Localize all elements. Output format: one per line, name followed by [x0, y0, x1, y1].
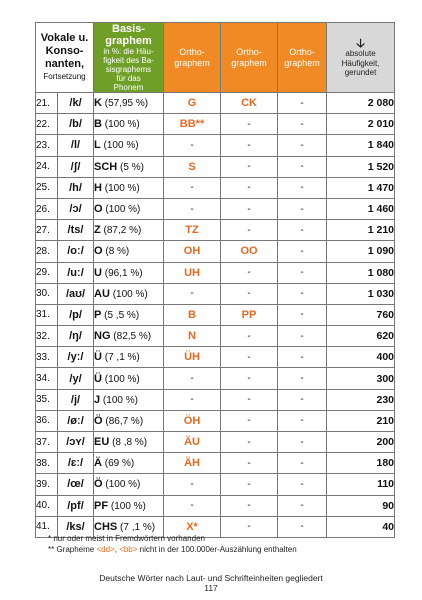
- grapheme-letters: Ö: [94, 478, 103, 491]
- orthographem-1: -: [164, 177, 221, 198]
- footer-book-title: Deutsche Wörter nach Laut- und Schrifteinheiten gegliedert: [99, 573, 323, 583]
- absolute-frequency: 200: [327, 432, 395, 453]
- orthographem-3: -: [278, 220, 327, 241]
- orthographem-2: -: [221, 474, 278, 495]
- table-row: [36, 453, 395, 474]
- absolute-frequency: 180: [327, 453, 395, 474]
- grapheme-percent: (5 %): [120, 161, 144, 173]
- absolute-frequency: 300: [327, 368, 395, 389]
- grapheme-percent: (7 ,1 %): [104, 352, 140, 364]
- table-row: [36, 495, 395, 516]
- grapheme-letters: Z: [94, 224, 101, 237]
- basis-grapheme: [94, 114, 164, 135]
- table-row: [36, 304, 395, 325]
- table-header-row: [36, 23, 395, 93]
- footnote-graphemes: ** Grapheme <dd>, <bb> nicht in der 100.000er-Auszählung enthalten: [48, 545, 297, 554]
- orthographem-3: -: [278, 389, 327, 410]
- grapheme-percent: (5 ,5 %): [104, 309, 140, 321]
- orthographem-2: -: [221, 177, 278, 198]
- orthographem-3: -: [278, 156, 327, 177]
- grapheme-percent: (69 %): [104, 458, 135, 470]
- phoneme-grapheme-table: [35, 22, 395, 538]
- row-number: 38.: [36, 453, 58, 474]
- basis-grapheme: [94, 135, 164, 156]
- orthographem-1: -: [164, 283, 221, 304]
- grapheme-letters: CHS: [94, 520, 118, 533]
- orthographem-1: ÖH: [164, 410, 221, 431]
- orthographem-3: -: [278, 304, 327, 325]
- absolute-frequency: 1 460: [327, 198, 395, 219]
- orthographem-1: -: [164, 135, 221, 156]
- absolute-frequency: 110: [327, 474, 395, 495]
- orthographem-3: -: [278, 432, 327, 453]
- absolute-frequency: 760: [327, 304, 395, 325]
- grapheme-percent: (96,1 %): [104, 267, 143, 279]
- table-row: [36, 368, 395, 389]
- orthographem-2: OO: [221, 241, 278, 262]
- orthographem-3: -: [278, 93, 327, 114]
- grapheme-letters: U: [94, 266, 102, 279]
- grapheme-percent: (82,5 %): [113, 331, 152, 343]
- row-number: 34.: [36, 368, 58, 389]
- absolute-frequency: 400: [327, 347, 395, 368]
- basis-grapheme: [94, 93, 164, 114]
- table-row: [36, 135, 395, 156]
- table-row: [36, 241, 395, 262]
- orthographem-3: -: [278, 326, 327, 347]
- basis-grapheme: [94, 453, 164, 474]
- phoneme: /ɔ/: [58, 198, 94, 219]
- grapheme-letters: Ü: [94, 372, 102, 385]
- grapheme-letters: Ö: [94, 414, 103, 427]
- orthographem-2: -: [221, 453, 278, 474]
- basis-grapheme: [94, 368, 164, 389]
- orthographem-1: ÄU: [164, 432, 221, 453]
- phoneme: /l/: [58, 135, 94, 156]
- absolute-frequency: 620: [327, 326, 395, 347]
- absolute-frequency: 230: [327, 389, 395, 410]
- absolute-frequency: 1 470: [327, 177, 395, 198]
- grapheme-letters: J: [94, 393, 101, 406]
- grapheme-letters: K: [94, 97, 102, 110]
- table-row: [36, 114, 395, 135]
- grapheme-percent: (100 %): [112, 288, 148, 300]
- grapheme-letters: SCH: [94, 160, 118, 173]
- orthographem-3: -: [278, 262, 327, 283]
- table-row: [36, 262, 395, 283]
- page-number: 117: [204, 583, 218, 593]
- grapheme-percent: (57,95 %): [104, 98, 149, 110]
- orthographem-3: -: [278, 135, 327, 156]
- table-row: [36, 177, 395, 198]
- basis-grapheme: [94, 304, 164, 325]
- row-number: 35.: [36, 389, 58, 410]
- grapheme-percent: (8 ,8 %): [112, 437, 148, 449]
- orthographem-2: -: [221, 347, 278, 368]
- row-number: 33.: [36, 347, 58, 368]
- basis-grapheme: [94, 347, 164, 368]
- phoneme: /ts/: [58, 220, 94, 241]
- grapheme-percent: (100 %): [110, 500, 146, 512]
- orthographem-3: -: [278, 177, 327, 198]
- basis-grapheme: [94, 495, 164, 516]
- basis-grapheme: [94, 156, 164, 177]
- phoneme: /aʊ/: [58, 283, 94, 304]
- table-row: [36, 432, 395, 453]
- orthographem-3: -: [278, 495, 327, 516]
- absolute-frequency: 2 010: [327, 114, 395, 135]
- grapheme-letters: L: [94, 139, 101, 152]
- phoneme: /øː/: [58, 410, 94, 431]
- basis-grapheme: [94, 198, 164, 219]
- table-body: [36, 93, 395, 538]
- absolute-frequency: 1 840: [327, 135, 395, 156]
- basis-grapheme: [94, 220, 164, 241]
- row-number: 26.: [36, 198, 58, 219]
- absolute-frequency: 1 090: [327, 241, 395, 262]
- phoneme: /pf/: [58, 495, 94, 516]
- grapheme-percent: (7 ,1 %): [120, 521, 156, 533]
- absolute-frequency: 1 210: [327, 220, 395, 241]
- table-row: [36, 283, 395, 304]
- table-row: [36, 389, 395, 410]
- header-vowels-consonants: Vokale u. Konso- nanten, Fortsetzung: [36, 23, 94, 93]
- grapheme-percent: (100 %): [103, 140, 139, 152]
- orthographem-2: -: [221, 220, 278, 241]
- grapheme-letters: O: [94, 245, 103, 258]
- orthographem-2: -: [221, 516, 278, 537]
- row-number: 22.: [36, 114, 58, 135]
- orthographem-3: -: [278, 410, 327, 431]
- header-orthographem-2: Ortho- graphem: [221, 23, 278, 93]
- orthographem-2: -: [221, 368, 278, 389]
- absolute-frequency: 40: [327, 516, 395, 537]
- grapheme-percent: (100 %): [105, 204, 141, 216]
- orthographem-1: B: [164, 304, 221, 325]
- grapheme-percent: (86,7 %): [105, 415, 144, 427]
- orthographem-1: X*: [164, 516, 221, 537]
- table-row: [36, 93, 395, 114]
- phoneme: /k/: [58, 93, 94, 114]
- orthographem-2: -: [221, 283, 278, 304]
- grapheme-letters: NG: [94, 330, 111, 343]
- orthographem-2: -: [221, 198, 278, 219]
- row-number: 40.: [36, 495, 58, 516]
- basis-grapheme: [94, 241, 164, 262]
- table-row: [36, 347, 395, 368]
- orthographem-1: ÜH: [164, 347, 221, 368]
- basis-grapheme: [94, 474, 164, 495]
- orthographem-3: -: [278, 114, 327, 135]
- grapheme-letters: AU: [94, 287, 110, 300]
- grapheme-percent: (100 %): [104, 373, 140, 385]
- row-number: 27.: [36, 220, 58, 241]
- phoneme: /ŋ/: [58, 326, 94, 347]
- header-basis-graphem: Basis- graphem in %: die Häu- figkeit des Ba- sisgraphems für das Phonem: [94, 23, 164, 93]
- basis-grapheme: [94, 389, 164, 410]
- table-row: [36, 156, 395, 177]
- grapheme-letters: PF: [94, 499, 109, 512]
- basis-grapheme: [94, 262, 164, 283]
- grapheme-letters: H: [94, 181, 102, 194]
- orthographem-1: TZ: [164, 220, 221, 241]
- phoneme: /oː/: [58, 241, 94, 262]
- orthographem-1: -: [164, 474, 221, 495]
- absolute-frequency: 90: [327, 495, 395, 516]
- orthographem-3: -: [278, 241, 327, 262]
- orthographem-3: -: [278, 347, 327, 368]
- row-number: 37.: [36, 432, 58, 453]
- header-absolute-frequency: 🡣 absolute Häufigkeit, gerundet: [327, 23, 395, 93]
- orthographem-2: -: [221, 389, 278, 410]
- orthographem-2: -: [221, 432, 278, 453]
- grapheme-percent: (87,2 %): [103, 225, 142, 237]
- table-row: [36, 326, 395, 347]
- phoneme: /uː/: [58, 262, 94, 283]
- phoneme: /b/: [58, 114, 94, 135]
- header-orthographem-1: Ortho- graphem: [164, 23, 221, 93]
- basis-grapheme: [94, 177, 164, 198]
- orthographem-2: -: [221, 495, 278, 516]
- grapheme-percent: (100 %): [105, 479, 141, 491]
- grapheme-percent: (100 %): [104, 119, 140, 131]
- phoneme: /h/: [58, 177, 94, 198]
- absolute-frequency: 210: [327, 410, 395, 431]
- row-number: 36.: [36, 410, 58, 431]
- table-row: [36, 198, 395, 219]
- orthographem-1: -: [164, 198, 221, 219]
- row-number: 30.: [36, 283, 58, 304]
- table-row: [36, 474, 395, 495]
- phoneme: /œ/: [58, 474, 94, 495]
- orthographem-2: CK: [221, 93, 278, 114]
- orthographem-2: -: [221, 156, 278, 177]
- grapheme-percent: (100 %): [104, 182, 140, 194]
- row-number: 24.: [36, 156, 58, 177]
- orthographem-1: -: [164, 389, 221, 410]
- orthographem-1: G: [164, 93, 221, 114]
- footnote-foreign-words: * nur oder meist in Fremdwörtern vorhanden: [48, 534, 205, 543]
- basis-grapheme: [94, 283, 164, 304]
- row-number: 21.: [36, 93, 58, 114]
- phoneme: /j/: [58, 389, 94, 410]
- orthographem-1: S: [164, 156, 221, 177]
- grapheme-letters: EU: [94, 436, 110, 449]
- phoneme: /ɛː/: [58, 453, 94, 474]
- phoneme: /ɔʏ/: [58, 432, 94, 453]
- phoneme: /yː/: [58, 347, 94, 368]
- basis-grapheme: [94, 410, 164, 431]
- grapheme-letters: O: [94, 203, 103, 216]
- absolute-frequency: 1 520: [327, 156, 395, 177]
- grapheme-letters: Ü: [94, 351, 102, 364]
- row-number: 29.: [36, 262, 58, 283]
- orthographem-3: -: [278, 283, 327, 304]
- orthographem-1: ÄH: [164, 453, 221, 474]
- orthographem-3: -: [278, 368, 327, 389]
- basis-grapheme: [94, 326, 164, 347]
- grapheme-percent: (100 %): [102, 394, 138, 406]
- basis-grapheme: [94, 432, 164, 453]
- orthographem-1: OH: [164, 241, 221, 262]
- orthographem-1: UH: [164, 262, 221, 283]
- arrow-down-icon: 🡣: [356, 36, 365, 51]
- absolute-frequency: 1 080: [327, 262, 395, 283]
- orthographem-1: -: [164, 495, 221, 516]
- absolute-frequency: 2 080: [327, 93, 395, 114]
- row-number: 23.: [36, 135, 58, 156]
- row-number: 25.: [36, 177, 58, 198]
- orthographem-2: PP: [221, 304, 278, 325]
- row-number: 39.: [36, 474, 58, 495]
- orthographem-2: -: [221, 410, 278, 431]
- orthographem-3: -: [278, 453, 327, 474]
- phoneme: /y/: [58, 368, 94, 389]
- row-number: 31.: [36, 304, 58, 325]
- orthographem-2: -: [221, 135, 278, 156]
- orthographem-2: -: [221, 114, 278, 135]
- orthographem-1: N: [164, 326, 221, 347]
- row-number: 41.: [36, 516, 58, 537]
- grapheme-letters: B: [94, 118, 102, 131]
- orthographem-1: -: [164, 368, 221, 389]
- orthographem-2: -: [221, 262, 278, 283]
- footnotes: [48, 533, 297, 555]
- orthographem-3: -: [278, 516, 327, 537]
- orthographem-3: -: [278, 474, 327, 495]
- orthographem-1: BB**: [164, 114, 221, 135]
- row-number: 28.: [36, 241, 58, 262]
- header-orthographem-3: Ortho- graphem: [278, 23, 327, 93]
- grapheme-percent: (8 %): [105, 246, 130, 258]
- table-row: [36, 220, 395, 241]
- phoneme: /ʃ/: [58, 156, 94, 177]
- grapheme-letters: Ä: [94, 457, 102, 470]
- orthographem-3: -: [278, 198, 327, 219]
- grapheme-letters: P: [94, 308, 102, 321]
- orthographem-2: -: [221, 326, 278, 347]
- row-number: 32.: [36, 326, 58, 347]
- table-row: [36, 410, 395, 431]
- absolute-frequency: 1 030: [327, 283, 395, 304]
- phoneme: /p/: [58, 304, 94, 325]
- phoneme: /ks/: [58, 516, 94, 537]
